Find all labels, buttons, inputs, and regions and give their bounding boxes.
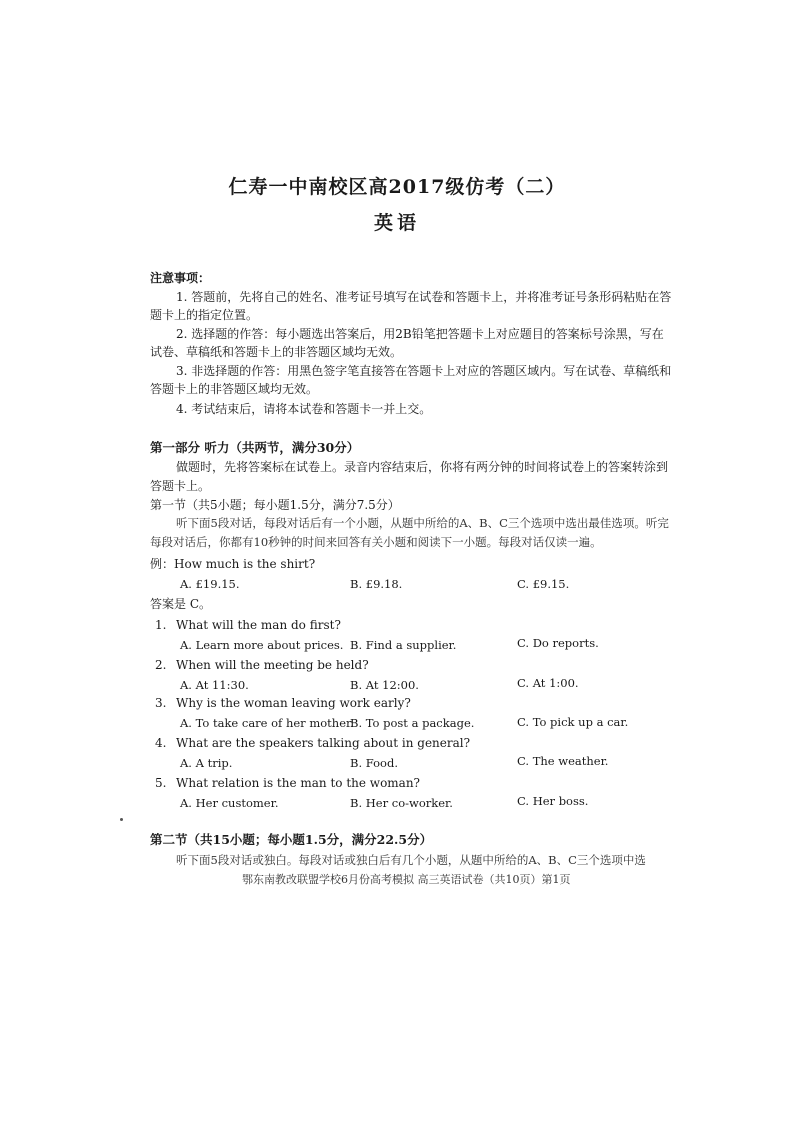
notice-item-2-line-1: 2. 选择题的作答：每小题选出答案后，用2B铅笔把答题卡上对应题目的答案标号涂黑，写在 — [176, 327, 664, 341]
section-1-intro-line-1: 听下面5段对话，每段对话后有一个小题，从题中所给的A、B、C三个选项中选出最佳选项。听完 — [176, 516, 669, 530]
option-b: B. Find a supplier. — [350, 638, 457, 652]
example-option-a: A. £19.15. — [180, 577, 240, 591]
option-b: B. At 12:00. — [350, 678, 419, 692]
section-2-intro: 听下面5段对话或独白。每段对话或独白后有几个小题，从题中所给的A、B、C三个选项中选 — [176, 853, 646, 867]
part-1-intro-line-2: 答题卡上。 — [150, 479, 211, 493]
question-text: What are the speakers talking about in general? — [176, 736, 471, 750]
option-a: A. To take care of her mother. — [180, 716, 354, 730]
notice-item-1-line-2: 题卡上的指定位置。 — [150, 308, 259, 322]
notice-heading: 注意事项： — [150, 271, 211, 285]
question-number: 2. — [155, 658, 167, 672]
question-number: 1. — [155, 618, 167, 632]
option-a: A. A trip. — [180, 756, 233, 770]
option-c: C. At 1:00. — [517, 676, 579, 690]
option-c: C. To pick up a car. — [517, 715, 629, 729]
exam-title: 仁寿一中南校区高2017级仿考（二） — [228, 176, 566, 198]
notice-item-4: 4. 考试结束后，请将本试卷和答题卡一并上交。 — [176, 402, 432, 416]
part-1-heading: 第一部分 听力（共两节，满分30分） — [150, 440, 360, 455]
question-text: Why is the woman leaving work early? — [176, 696, 411, 710]
section-1-heading: 第一节（共5小题；每小题1.5分，满分7.5分） — [150, 498, 400, 512]
section-1-intro-line-2: 每段对话后，你都有10秒钟的时间来回答有关小题和阅读下一小题。每段对话仅读一遍。 — [150, 535, 602, 549]
option-b: B. Food. — [350, 756, 398, 770]
example-question: 例：How much is the shirt? — [150, 557, 316, 571]
question-number: 5. — [155, 776, 167, 790]
option-b: B. Her co-worker. — [350, 796, 453, 810]
notice-item-2-line-2: 试卷、草稿纸和答题卡上的非答题区域均无效。 — [150, 345, 403, 359]
example-option-b: B. £9.18. — [350, 577, 403, 591]
question-number: 4. — [155, 736, 167, 750]
question-text: What relation is the man to the woman? — [176, 776, 420, 790]
scan-speck — [120, 818, 123, 821]
section-2-heading: 第二节（共15小题；每小题1.5分，满分22.5分） — [150, 832, 433, 847]
exam-subject: 英语 — [373, 212, 420, 234]
question-text: When will the meeting be held? — [176, 658, 369, 672]
example-answer: 答案是 C。 — [150, 597, 211, 611]
option-a: A. Her customer. — [180, 796, 279, 810]
question-number: 3. — [155, 696, 167, 710]
option-a: A. At 11:30. — [180, 678, 249, 692]
option-a: A. Learn more about prices. — [180, 638, 344, 652]
notice-item-1-line-1: 1. 答题前，先将自己的姓名、准考证号填写在试卷和答题卡上，并将准考证号条形码粘贴在答 — [176, 290, 672, 304]
example-option-c: C. £9.15. — [517, 577, 570, 591]
page-footer: 鄂东南教改联盟学校6月份高考模拟 高三英语试卷（共10页）第1页 — [242, 873, 571, 886]
option-c: C. Her boss. — [517, 794, 589, 808]
question-text: What will the man do first? — [176, 618, 341, 632]
option-c: C. The weather. — [517, 754, 609, 768]
option-c: C. Do reports. — [517, 636, 599, 650]
notice-item-3-line-2: 答题卡上的非答题区域均无效。 — [150, 382, 319, 396]
option-b: B. To post a package. — [350, 716, 475, 730]
notice-item-3-line-1: 3. 非选择题的作答：用黑色签字笔直接答在答题卡上对应的答题区域内。写在试卷、草稿纸和 — [176, 364, 672, 378]
part-1-intro-line-1: 做题时，先将答案标在试卷上。录音内容结束后，你将有两分钟的时间将试卷上的答案转涂到 — [176, 460, 669, 474]
